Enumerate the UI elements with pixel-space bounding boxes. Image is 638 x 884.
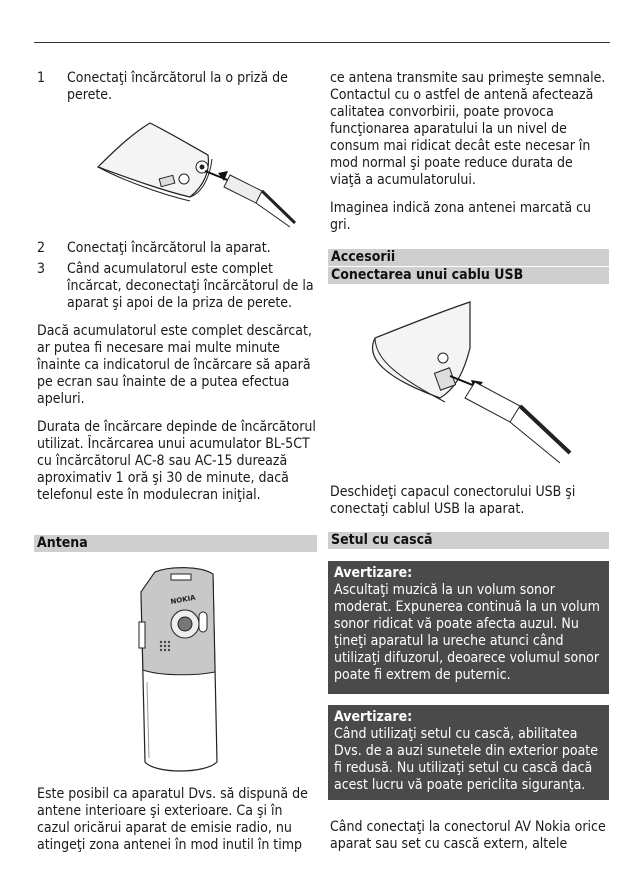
page-top-rule xyxy=(34,42,610,43)
warning-title: Avertizare: xyxy=(334,565,413,581)
paragraph-usb-instructions: Deschideţi capacul conectorului USB şi conectaţi cablul USB la aparat. xyxy=(330,484,576,517)
paragraph-antenna-intro: Este posibil ca aparatul Dvs. să dispună de antene interioare şi exterioare. Ca şi în cazul oricărui aparat de emisie radio, nu atingeţi zona antenei în mod inutil în timp xyxy=(37,786,308,853)
step-text: Când acumulatorul este complet încărcat, deconectaţi încărcătorul de la aparat şi apoi de la priza de perete. xyxy=(67,261,314,311)
paragraph-antenna-image-caption: Imaginea indică zona antenei marcată cu gri. xyxy=(330,200,591,233)
step-text: Conectaţi încărcătorul la aparat. xyxy=(67,240,271,256)
phone-brand-text: NOKIA xyxy=(169,593,197,606)
paragraph-av-connector: Când conectaţi la conectorul AV Nokia orice aparat sau set cu cască extern, altele xyxy=(330,819,606,852)
paragraph-antenna-continued: ce antena transmite sau primeşte semnale. Contactul cu o astfel de antenă afectează calitatea convorbirii, poate provoca funcţionarea aparatului la un nivel de consum mai ridicat decât este necesar în mod normal şi poate reduce durata de viaţă a acumulatorului. xyxy=(330,70,606,188)
charger-illustration xyxy=(90,115,300,230)
step-2 xyxy=(37,240,317,257)
accessories-headers xyxy=(328,249,609,284)
warning-text: Ascultaţi muzică la un volum sonor moderat. Expunerea continuă la un volum sonor ridicat vă poate afecta auzul. Nu ţineţi aparatul la ureche atunci când utilizaţi difuzorul, deoarece volumul sonor poate fi extrem de puternic. xyxy=(334,582,600,683)
warning-title: Avertizare: xyxy=(334,709,413,725)
step-3 xyxy=(37,261,317,312)
step-number: 3 xyxy=(37,261,46,277)
step-number: 1 xyxy=(37,70,46,86)
step-number: 2 xyxy=(37,240,46,256)
usb-illustration xyxy=(345,298,595,468)
step-text: Conectaţi încărcătorul la o priză de perete. xyxy=(67,70,288,103)
section-header-antenna: Antena xyxy=(34,535,317,552)
warning-volume-box xyxy=(328,561,609,694)
warning-text: Când utilizaţi setul cu cască, abilitatea Dvs. de a auzi sunetele din exterior poate fi redusă. Nu utilizaţi setul cu cască dacă acest lucru vă poate periclita siguranţa. xyxy=(334,726,598,793)
paragraph-fully-discharged: Dacă acumulatorul este complet descărcat, ar putea fi necesare mai multe minute înainte ca indicatorul de încărcare să apară pe ecran sau înainte de a putea efectua apeluri. xyxy=(37,323,312,407)
section-header-usb: Conectarea unui cablu USB xyxy=(328,267,609,284)
warning-headset-box xyxy=(328,705,609,800)
step-1 xyxy=(37,70,317,104)
section-header-accessories: Accesorii xyxy=(328,249,609,266)
phone-antenna-illustration xyxy=(125,562,225,777)
section-header-headset: Setul cu cască xyxy=(328,532,609,549)
paragraph-charging-time: Durata de încărcare depinde de încărcătorul utilizat. Încărcarea unui acumulator BL-5CT cu încărcătorul AC-8 sau AC-15 durează aproximativ 1 oră şi 30 de minute, dacă telefonul este în modulecran iniţial. xyxy=(37,419,316,503)
